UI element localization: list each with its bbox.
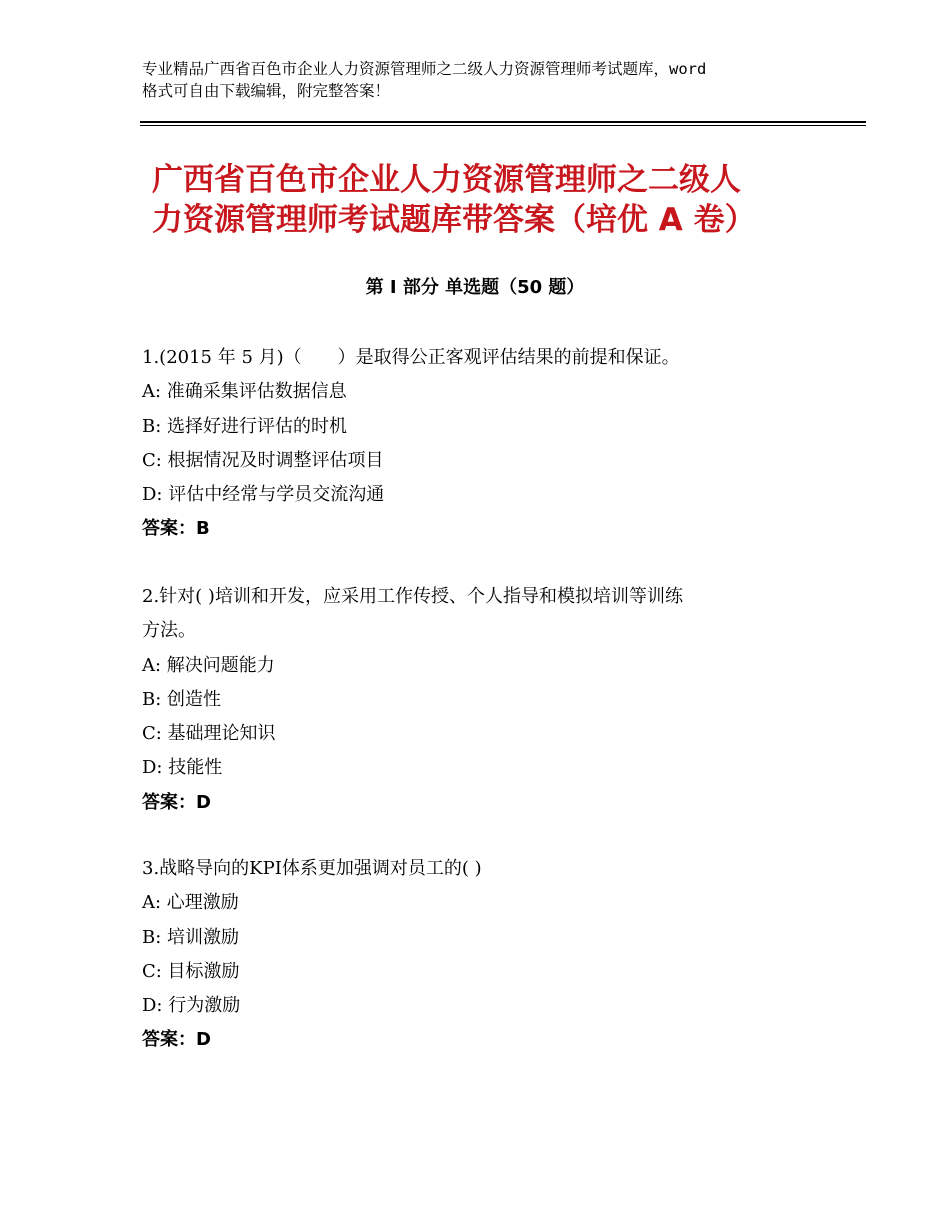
section-heading: 第 I 部分 单选题（50 题）: [365, 277, 585, 298]
answer-label: 答案：B: [142, 518, 210, 540]
option-a: A: 准确采集评估数据信息: [142, 381, 347, 403]
question-stem: 3.战略导向的KPI体系更加强调对员工的( ): [142, 858, 482, 879]
document-title: [152, 160, 832, 240]
header-note-line: 格式可自由下载编辑，附完整答案！: [142, 82, 391, 100]
option-c: C: 根据情况及时调整评估项目: [142, 449, 384, 471]
option-b: B: 创造性: [142, 688, 222, 710]
header-divider-thick: [140, 121, 866, 123]
option-d: D: 行为激励: [142, 995, 241, 1017]
document-title-line: 广西省百色市企业人力资源管理师之二级人: [152, 162, 741, 198]
option-b: B: 培训激励: [142, 926, 240, 948]
option-a: A: 解决问题能力: [142, 654, 275, 676]
header-note-line: 专业精品广西省百色市企业人力资源管理师之二级人力资源管理师考试题库，word: [142, 60, 707, 78]
option-c: C: 目标激励: [142, 960, 240, 982]
option-a: A: 心理激励: [142, 892, 239, 914]
header-divider-thin: [140, 125, 866, 126]
option-c: C: 基础理论知识: [142, 723, 276, 745]
question-1: [142, 341, 822, 547]
question-stem: 2.针对( )培训和开发，应采用工作传授、个人指导和模拟培训等训练: [142, 586, 683, 607]
option-d: D: 评估中经常与学员交流沟通: [142, 484, 385, 506]
option-b: B: 选择好进行评估的时机: [142, 415, 348, 437]
document-title-line: 力资源管理师考试题库带答案（培优 A 卷）: [152, 202, 756, 238]
answer-label: 答案：D: [142, 1029, 211, 1051]
header-note: [142, 58, 832, 102]
answer-label: 答案：D: [142, 791, 211, 813]
question-stem: 1.(2015 年 5 月)（ ）是取得公正客观评估结果的前提和保证。: [142, 347, 680, 368]
question-stem-continued: 方法。: [142, 620, 196, 642]
question-3: [142, 852, 822, 1058]
question-2: [142, 580, 822, 820]
option-d: D: 技能性: [142, 757, 223, 779]
